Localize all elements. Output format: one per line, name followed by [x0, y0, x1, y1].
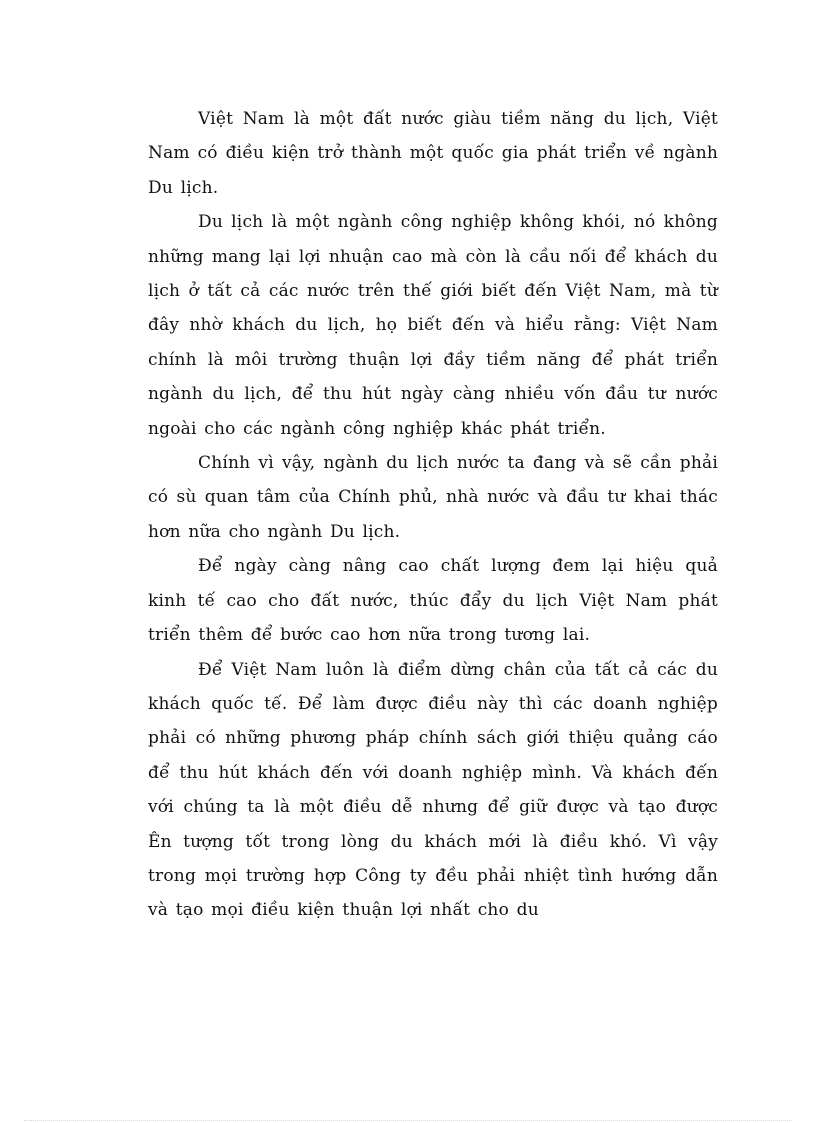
paragraph-5: Để Việt Nam luôn là điểm dừng chân của tất cả các du khách quốc tế. Để làm được điều này thì các doanh nghiệp phải có những phương pháp chính sách giới thiệu quảng cáo để thu hút khách đến với doanh nghiệp mình. Và khách đến với chúng ta là một điều dễ nhưng để giữ được và tạo được Ên tượng tốt trong lòng du khách mới là điều khó. Vì vậy trong mọi trường hợp Công ty đều phải nhiệt tình hướng dẫn và tạo mọi điều kiện thuận lợi nhất cho du [148, 659, 718, 921]
paragraph-2: Du lịch là một ngành công nghiệp không khói, nó không những mang lại lợi nhuận cao mà còn là cầu nối để khách du lịch ở tất cả các nước trên thế giới biết đến Việt Nam, mà từ đây nhờ khách du lịch, họ biết đến và hiểu rằng: Việt Nam chính là môi trường thuận lợi đầy tiềm năng để phát triển ngành du lịch, để thu hút ngày càng nhiều vốn đầu tư nước ngoài cho các ngành công nghiệp khác phát triển. [148, 212, 718, 439]
paragraph-1: Việt Nam là một đất nước giàu tiềm năng du lịch, Việt Nam có điều kiện trở thành một quốc gia phát triển về ngành Du lịch. [148, 109, 718, 198]
body-text [148, 102, 718, 928]
page-bottom-divider [24, 1120, 792, 1121]
paragraph-4: Để ngày càng nâng cao chất lượng đem lại hiệu quả kinh tế cao cho đất nước, thúc đẩy du lịch Việt Nam phát triển thêm để bước cao hơn nữa trong tương lai. [148, 556, 718, 646]
paragraph-3: Chính vì vậy, ngành du lịch nước ta đang và sẽ cần phải có sù quan tâm của Chính phủ, nhà nước và đầu tư khai thác hơn nữa cho ngành Du lịch. [148, 453, 718, 542]
